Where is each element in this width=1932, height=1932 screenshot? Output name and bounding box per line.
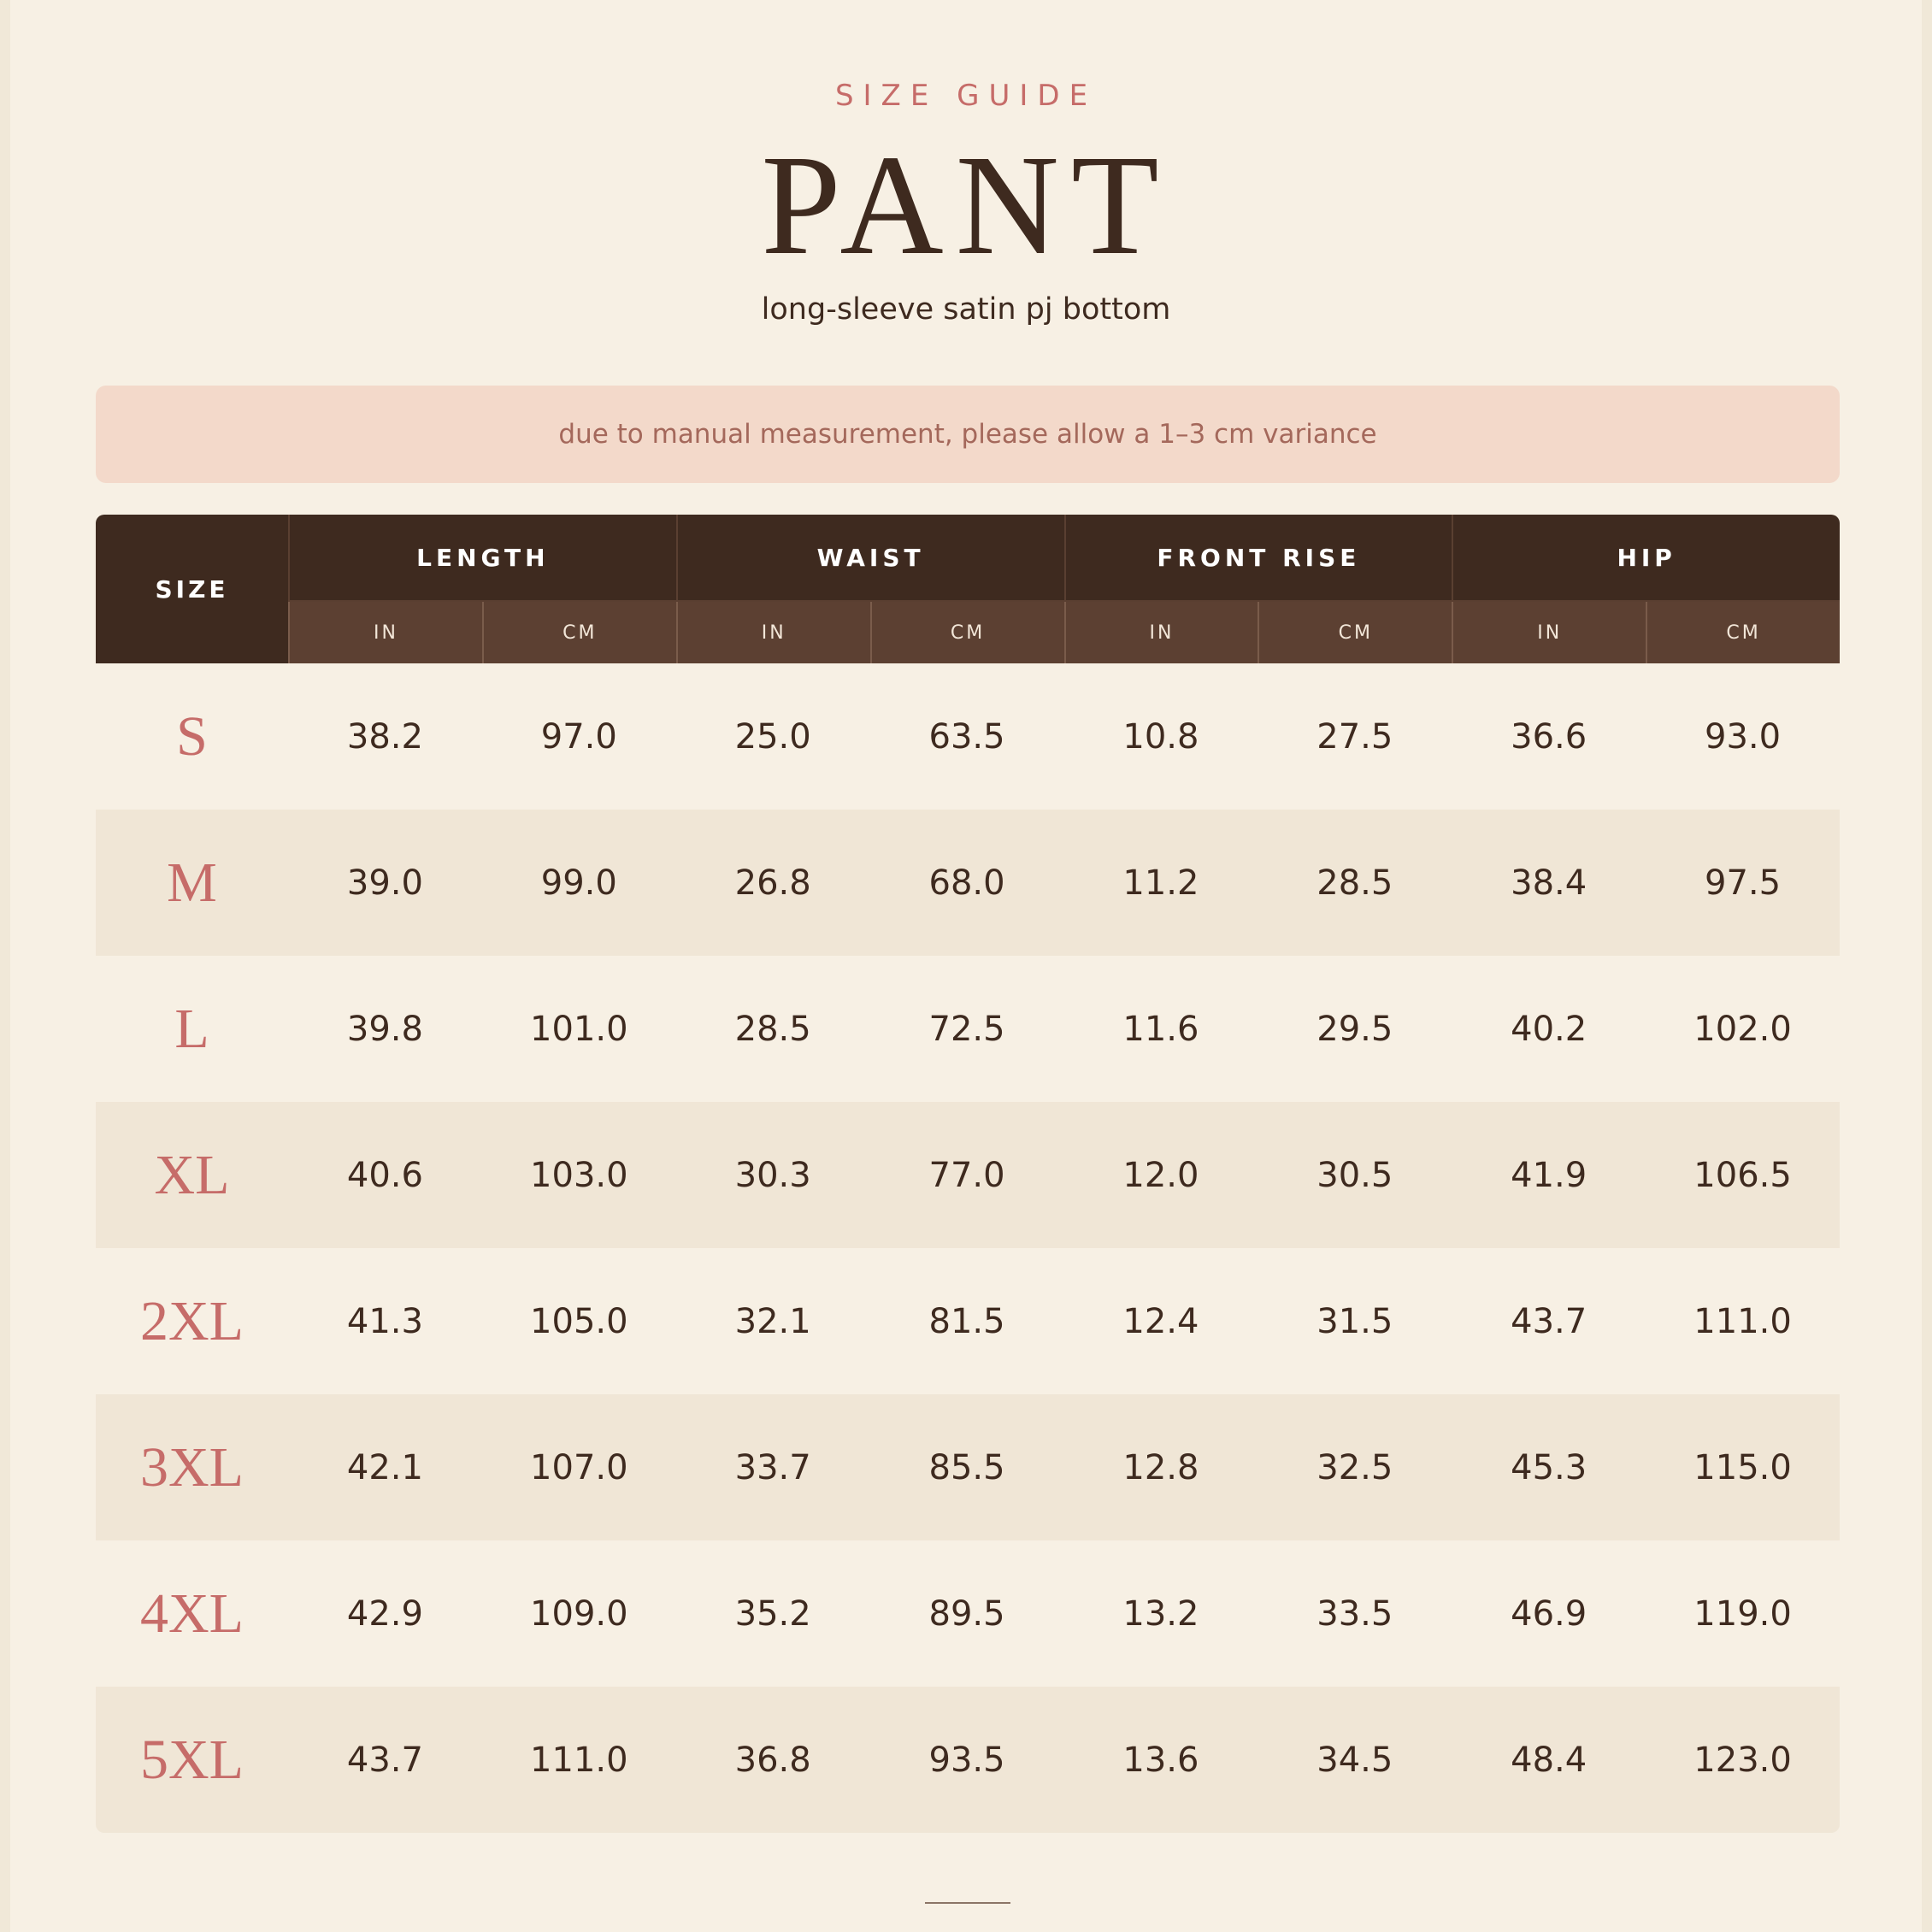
table-row xyxy=(96,1394,1840,1540)
table-cell: 77.0 xyxy=(928,1155,1005,1195)
table-cell: 40.6 xyxy=(346,1155,423,1195)
table-cell: 32.1 xyxy=(734,1301,811,1341)
table-cell: 12.0 xyxy=(1122,1155,1199,1195)
table-cell: 101.0 xyxy=(530,1009,628,1049)
unit-header: CM xyxy=(1646,602,1840,663)
table-cell: 35.2 xyxy=(734,1593,811,1634)
table-cell: 103.0 xyxy=(530,1155,628,1195)
table-cell: 89.5 xyxy=(928,1593,1005,1634)
table-header xyxy=(96,515,1840,663)
eyebrow-label: SIZE GUIDE xyxy=(834,79,1098,113)
table-cell: 68.0 xyxy=(928,863,1005,903)
table-cell: 46.9 xyxy=(1511,1593,1587,1634)
table-cell: 41.9 xyxy=(1511,1155,1587,1195)
table-cell: 97.0 xyxy=(540,716,617,757)
size-label: 5XL xyxy=(140,1728,244,1791)
table-cell: 29.5 xyxy=(1316,1009,1393,1049)
table-cell: 41.3 xyxy=(346,1301,423,1341)
table-row xyxy=(96,1540,1840,1687)
measurement-notice xyxy=(96,386,1840,483)
table-cell: 39.0 xyxy=(346,863,423,903)
unit-headers xyxy=(288,602,1840,663)
unit-header: IN xyxy=(1064,602,1258,663)
table-row xyxy=(96,1248,1840,1394)
unit-header: CM xyxy=(870,602,1064,663)
table-cell: 81.5 xyxy=(928,1301,1005,1341)
unit-header: IN xyxy=(1452,602,1646,663)
table-cell: 93.0 xyxy=(1705,716,1782,757)
table-cell: 42.9 xyxy=(346,1593,423,1634)
table-row xyxy=(96,1687,1840,1833)
unit-header: CM xyxy=(482,602,676,663)
table-cell: 72.5 xyxy=(928,1009,1005,1049)
table-cell: 36.8 xyxy=(734,1740,811,1780)
unit-header: CM xyxy=(1258,602,1452,663)
table-cell: 28.5 xyxy=(1316,863,1393,903)
table-cell: 11.6 xyxy=(1122,1009,1199,1049)
table-cell: 31.5 xyxy=(1316,1301,1393,1341)
table-cell: 27.5 xyxy=(1316,716,1393,757)
table-row xyxy=(96,663,1840,810)
size-label: 3XL xyxy=(140,1435,244,1499)
size-label: M xyxy=(167,851,217,914)
table-cell: 45.3 xyxy=(1511,1447,1587,1487)
table-cell: 111.0 xyxy=(1693,1301,1792,1341)
table-cell: 93.5 xyxy=(928,1740,1005,1780)
table-cell: 43.7 xyxy=(346,1740,423,1780)
unit-header: IN xyxy=(676,602,870,663)
group-header-length: LENGTH xyxy=(288,515,676,602)
table-cell: 85.5 xyxy=(928,1447,1005,1487)
table-cell: 13.6 xyxy=(1122,1740,1199,1780)
table-cell: 102.0 xyxy=(1693,1009,1792,1049)
table-cell: 63.5 xyxy=(928,716,1005,757)
table-cell: 109.0 xyxy=(530,1593,628,1634)
table-cell: 105.0 xyxy=(530,1301,628,1341)
group-header-front-rise: FRONT RISE xyxy=(1064,515,1452,602)
page-title: PANT xyxy=(761,126,1171,285)
size-label: S xyxy=(176,704,208,768)
table-cell: 12.8 xyxy=(1122,1447,1199,1487)
table-row xyxy=(96,1102,1840,1248)
unit-header: IN xyxy=(288,602,482,663)
table-cell: 13.2 xyxy=(1122,1593,1199,1634)
table-cell: 38.4 xyxy=(1511,863,1587,903)
table-cell: 32.5 xyxy=(1316,1447,1393,1487)
table-cell: 28.5 xyxy=(734,1009,811,1049)
size-guide-page xyxy=(10,0,1922,1932)
footer-divider xyxy=(925,1902,1010,1904)
table-cell: 33.5 xyxy=(1316,1593,1393,1634)
table-cell: 119.0 xyxy=(1693,1593,1792,1634)
table-cell: 38.2 xyxy=(346,716,423,757)
table-cell: 99.0 xyxy=(540,863,617,903)
page-subtitle: long-sleeve satin pj bottom xyxy=(761,292,1171,327)
table-cell: 30.3 xyxy=(734,1155,811,1195)
size-label: L xyxy=(174,997,209,1060)
table-row xyxy=(96,810,1840,956)
table-cell: 36.6 xyxy=(1511,716,1587,757)
table-cell: 33.7 xyxy=(734,1447,811,1487)
table-cell: 42.1 xyxy=(346,1447,423,1487)
table-cell: 40.2 xyxy=(1511,1009,1587,1049)
size-label: XL xyxy=(154,1143,230,1206)
table-cell: 34.5 xyxy=(1316,1740,1393,1780)
group-header-hip: HIP xyxy=(1452,515,1840,602)
table-cell: 12.4 xyxy=(1122,1301,1199,1341)
table-cell: 97.5 xyxy=(1705,863,1782,903)
table-row xyxy=(96,956,1840,1102)
table-cell: 39.8 xyxy=(346,1009,423,1049)
notice-text: due to manual measurement, please allow a 1–3 cm variance xyxy=(558,419,1377,450)
table-cell: 48.4 xyxy=(1511,1740,1587,1780)
table-cell: 11.2 xyxy=(1122,863,1199,903)
table-cell: 30.5 xyxy=(1316,1155,1393,1195)
group-header-waist: WAIST xyxy=(676,515,1064,602)
measurement-group-headers xyxy=(288,515,1840,602)
table-cell: 111.0 xyxy=(530,1740,628,1780)
table-cell: 25.0 xyxy=(734,716,811,757)
size-label: 4XL xyxy=(140,1582,244,1645)
table-cell: 115.0 xyxy=(1693,1447,1792,1487)
table-cell: 26.8 xyxy=(734,863,811,903)
table-cell: 10.8 xyxy=(1122,716,1199,757)
size-column-header: SIZE xyxy=(155,574,229,604)
table-cell: 106.5 xyxy=(1693,1155,1792,1195)
table-cell: 43.7 xyxy=(1511,1301,1587,1341)
table-cell: 123.0 xyxy=(1693,1740,1792,1780)
size-label: 2XL xyxy=(140,1289,244,1352)
table-cell: 107.0 xyxy=(530,1447,628,1487)
size-table xyxy=(96,515,1840,1833)
